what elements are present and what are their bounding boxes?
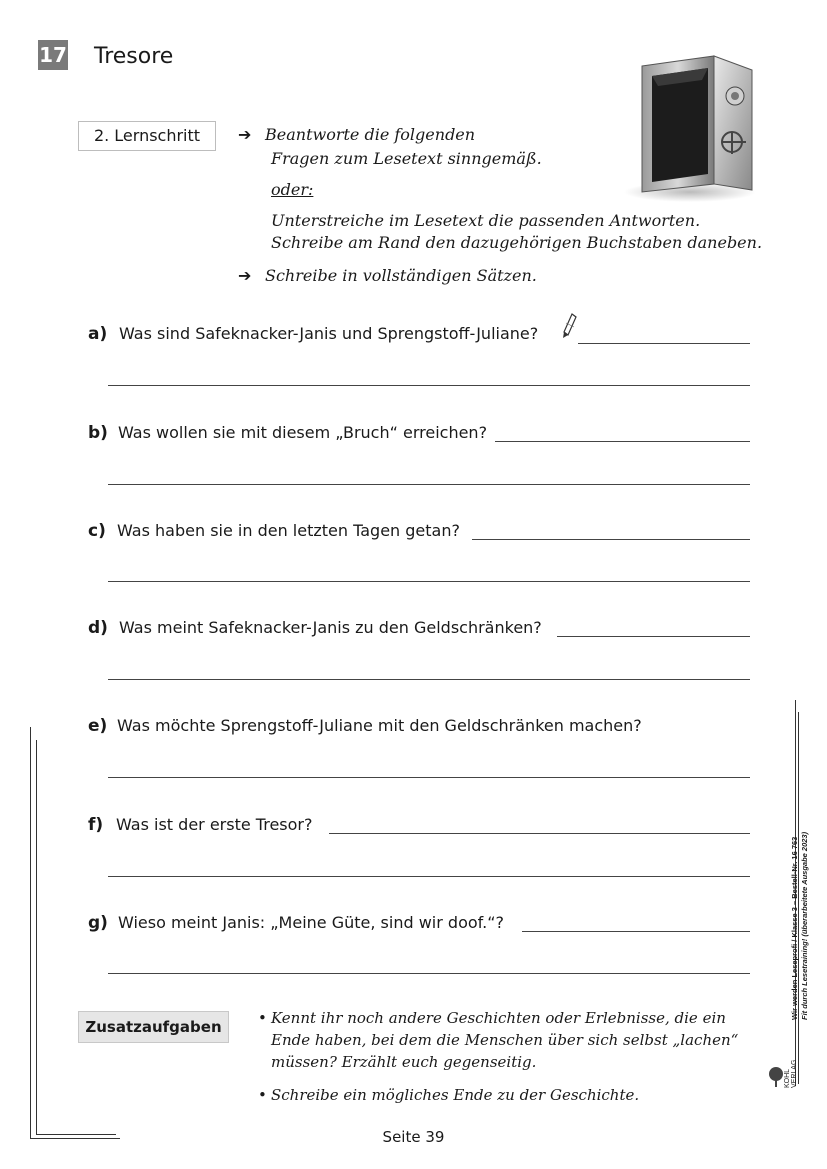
answer-line[interactable]: [108, 385, 750, 386]
bullet-icon: •: [258, 1086, 267, 1104]
extra-tasks-label: Zusatzaufgaben: [78, 1011, 229, 1043]
question-text: Wieso meint Janis: „Meine Güte, sind wir doof.“?: [118, 913, 504, 932]
page-title: Tresore: [94, 44, 174, 69]
answer-line[interactable]: [108, 876, 750, 877]
extra-task-1-line-1: Kennt ihr noch andere Geschichten oder Erlebnisse, die ein: [271, 1009, 726, 1027]
safe-illustration: [622, 54, 762, 206]
question-letter: b): [88, 423, 108, 443]
side-publication-info: [790, 832, 810, 1020]
answer-line[interactable]: [108, 484, 750, 485]
extra-task-1-line-2: Ende haben, bei dem die Menschen über sich selbst „lachen“: [271, 1031, 739, 1049]
step-label: 2. Lernschritt: [78, 121, 216, 151]
answer-line[interactable]: [522, 931, 750, 932]
frame-line: [36, 740, 37, 1134]
chapter-number: 17: [38, 40, 68, 70]
bullet-icon: •: [258, 1009, 267, 1027]
instruction-or: oder:: [271, 180, 314, 199]
question-letter: f): [88, 815, 104, 835]
question-text: Was wollen sie mit diesem „Bruch“ erreichen?: [118, 423, 488, 442]
arrow-right-icon: ➔: [238, 125, 252, 144]
answer-line[interactable]: [108, 679, 750, 680]
frame-line: [30, 727, 31, 1138]
question-letter: g): [88, 913, 108, 933]
question-letter: c): [88, 521, 106, 541]
answer-line[interactable]: [495, 441, 750, 442]
pencil-icon: [562, 313, 578, 339]
instruction-1-line-1: Beantworte die folgenden: [265, 125, 476, 144]
question-letter: d): [88, 618, 108, 638]
side-line-1: Wir werden Leseprofi / Klasse 3 – Bestell-Nr. 16 763: [790, 836, 799, 1020]
question-text: Was meint Safeknacker-Janis zu den Geldschränken?: [119, 618, 542, 637]
publisher-logo: KOHL VERLAG: [784, 1059, 798, 1088]
tree-logo-icon: [768, 1066, 784, 1088]
side-line-2: Fit durch Lesetraining! (überarbeitete Ausgabe 2023): [800, 831, 809, 1020]
extra-task-1-line-3: müssen? Erzählt euch gegenseitig.: [271, 1053, 537, 1071]
answer-line[interactable]: [578, 343, 750, 344]
answer-line[interactable]: [108, 777, 750, 778]
instruction-3: Schreibe in vollständigen Sätzen.: [265, 266, 537, 285]
question-letter: a): [88, 324, 108, 344]
question-text: Was sind Safeknacker-Janis und Sprengstoff-Juliane?: [119, 324, 539, 343]
answer-line[interactable]: [108, 973, 750, 974]
answer-line[interactable]: [329, 833, 750, 834]
question-letter: e): [88, 716, 108, 736]
answer-line[interactable]: [557, 636, 750, 637]
question-text: Was ist der erste Tresor?: [116, 815, 313, 834]
instruction-2-line-2: Schreibe am Rand den dazugehörigen Buchstaben daneben.: [271, 233, 763, 252]
page-number: Seite 39: [382, 1128, 445, 1146]
answer-line[interactable]: [108, 581, 750, 582]
answer-line[interactable]: [472, 539, 750, 540]
extra-task-2: Schreibe ein mögliches Ende zu der Geschichte.: [271, 1086, 640, 1104]
arrow-right-icon: ➔: [238, 266, 252, 285]
instruction-1-line-2: Fragen zum Lesetext sinngemäß.: [271, 149, 542, 168]
question-text: Was haben sie in den letzten Tagen getan?: [117, 521, 460, 540]
question-text: Was möchte Sprengstoff-Juliane mit den Geldschränken machen?: [117, 716, 642, 735]
instruction-2-line-1: Unterstreiche im Lesetext die passenden Antworten.: [271, 211, 701, 230]
